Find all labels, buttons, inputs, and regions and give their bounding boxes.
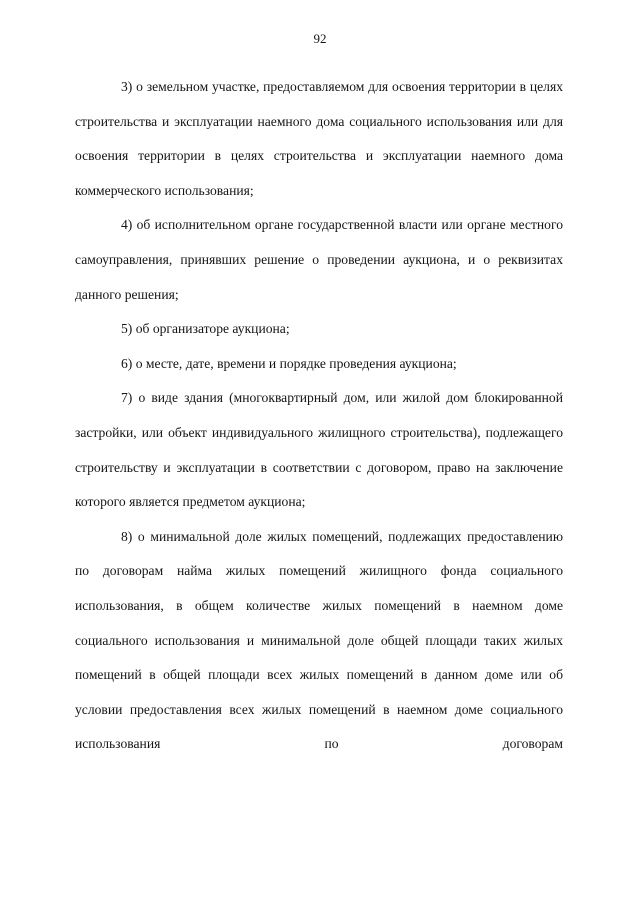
paragraph-item-7: 7) о виде здания (многоквартирный дом, или жилой дом блокированной застройки, или объект индивидуального жилищного строительства), подлежащего строительству и эксплуатации в соответствии с договором, право на заключение которого является предметом аукциона; (75, 390, 563, 510)
paragraph-item-5: 5) об организаторе аукциона; (121, 321, 290, 337)
paragraph-item-3: 3) о земельном участке, предоставляемом для освоения территории в целях строительства и эксплуатации наемного дома социального использования или для освоения территории в целях строительства и эксплуатации наемного дома коммерческого использования; (75, 79, 563, 198)
paragraph-item-4: 4) об исполнительном органе государственной власти или органе местного самоуправления, принявших решение о проведении аукциона, и о реквизитах данного решения; (75, 217, 563, 302)
paragraph-item-8: 8) о минимальной доле жилых помещений, подлежащих предоставлению по договорам найма жилых помещений жилищного фонда социального использования, в общем количестве жилых помещений в наемном доме социального использования и минимальной доле общей площади таких жилых помещений в общей площади всех жилых помещений в данном доме или об условии предоставления всех жилых помещений в наемном доме социального использования по договорам (75, 528, 563, 752)
page-number: 92 (313, 31, 327, 46)
document-body (75, 70, 563, 762)
paragraph-item-6: 6) о месте, дате, времени и порядке проведения аукциона; (121, 355, 457, 371)
